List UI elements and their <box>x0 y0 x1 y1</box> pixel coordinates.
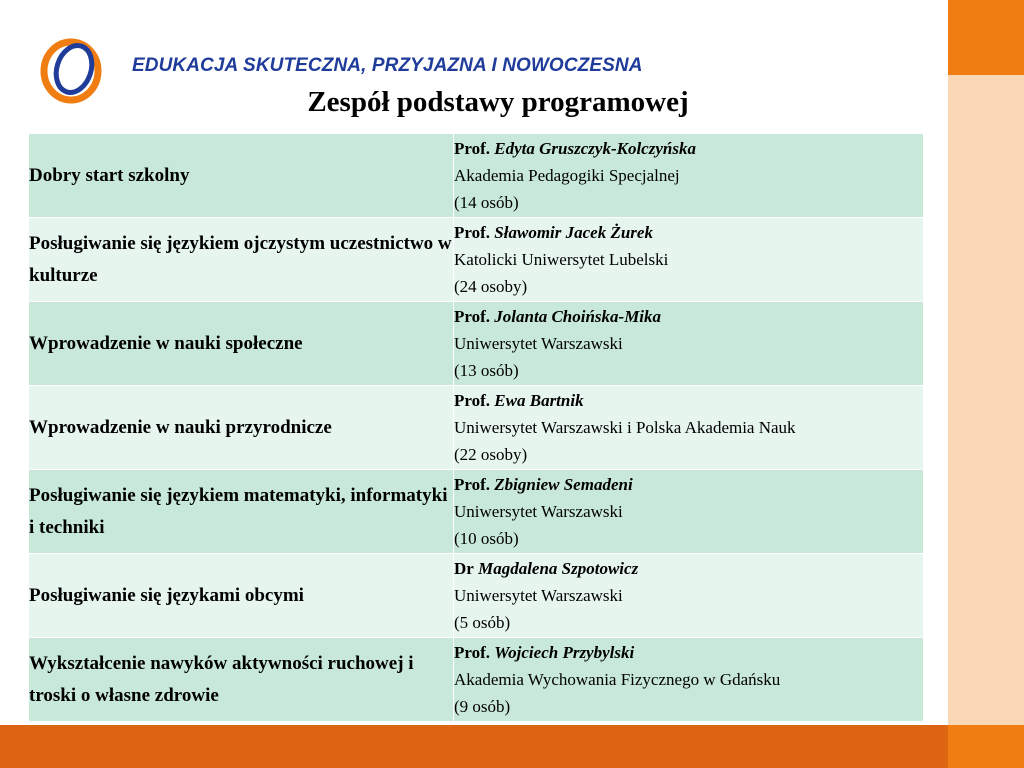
table-row <box>29 218 924 302</box>
subject-cell: Posługiwanie się językiem matematyki, informatyki i techniki <box>29 470 454 554</box>
page-title: Zespół podstawy programowej <box>307 86 689 118</box>
person-name-line <box>454 303 923 330</box>
institution: Akademia Pedagogiki Specjalnej <box>454 166 680 185</box>
academic-title: Prof. <box>454 475 491 494</box>
person-name: Jolanta Choińska-Mika <box>494 307 662 326</box>
member-count: (10 osób) <box>454 529 519 548</box>
institution: Akademia Wychowania Fizycznego w Gdańsku <box>454 670 781 689</box>
person-name: Sławomir Jacek Żurek <box>494 223 653 242</box>
person-cell <box>454 554 924 638</box>
academic-title: Prof. <box>454 307 491 326</box>
member-count: (5 osób) <box>454 613 511 632</box>
academic-title: Prof. <box>454 223 491 242</box>
subject-cell: Posługiwanie się językami obcymi <box>29 554 454 638</box>
person-name-line <box>454 471 923 498</box>
person-name-line <box>454 555 923 582</box>
table-row <box>29 302 924 386</box>
person-name-line <box>454 639 923 666</box>
table-row <box>29 386 924 470</box>
institution: Katolicki Uniwersytet Lubelski <box>454 250 669 269</box>
academic-title: Prof. <box>454 139 491 158</box>
person-cell <box>454 386 924 470</box>
member-count: (24 osoby) <box>454 277 528 296</box>
person-name: Wojciech Przybylski <box>494 643 635 662</box>
subject-cell: Posługiwanie się językiem ojczystym uczestnictwo w kulturze <box>29 218 454 302</box>
person-name: Edyta Gruszczyk-Kolczyńska <box>494 139 696 158</box>
bottom-right-accent-block <box>948 725 1024 768</box>
subject-cell: Dobry start szkolny <box>29 134 454 218</box>
table-row <box>29 638 924 722</box>
person-cell <box>454 134 924 218</box>
person-name-line <box>454 135 923 162</box>
tagline: EDUKACJA SKUTECZNA, PRZYJAZNA I NOWOCZESNA <box>132 55 643 76</box>
institution: Uniwersytet Warszawski <box>454 502 623 521</box>
member-count: (9 osób) <box>454 697 511 716</box>
person-name: Zbigniew Semadeni <box>494 475 633 494</box>
academic-title: Prof. <box>454 391 491 410</box>
subject-cell: Wprowadzenie w nauki społeczne <box>29 302 454 386</box>
team-table <box>28 133 924 722</box>
institution: Uniwersytet Warszawski <box>454 586 623 605</box>
member-count: (22 osoby) <box>454 445 528 464</box>
right-top-accent-block <box>948 0 1024 75</box>
subject-cell: Wykształcenie nawyków aktywności ruchowej i troski o własne zdrowie <box>29 638 454 722</box>
table-row <box>29 470 924 554</box>
person-name-line <box>454 387 923 414</box>
table-row <box>29 554 924 638</box>
person-name: Ewa Bartnik <box>494 391 584 410</box>
institution: Uniwersytet Warszawski i Polska Akademia Nauk <box>454 418 796 437</box>
institution: Uniwersytet Warszawski <box>454 334 623 353</box>
person-name-line <box>454 219 923 246</box>
member-count: (13 osób) <box>454 361 519 380</box>
person-cell <box>454 638 924 722</box>
academic-title: Dr <box>454 559 474 578</box>
bottom-band <box>0 725 948 768</box>
person-cell <box>454 470 924 554</box>
member-count: (14 osób) <box>454 193 519 212</box>
academic-title: Prof. <box>454 643 491 662</box>
person-name: Magdalena Szpotowicz <box>478 559 639 578</box>
subject-cell: Wprowadzenie w nauki przyrodnicze <box>29 386 454 470</box>
table-row <box>29 134 924 218</box>
person-cell <box>454 218 924 302</box>
person-cell <box>454 302 924 386</box>
